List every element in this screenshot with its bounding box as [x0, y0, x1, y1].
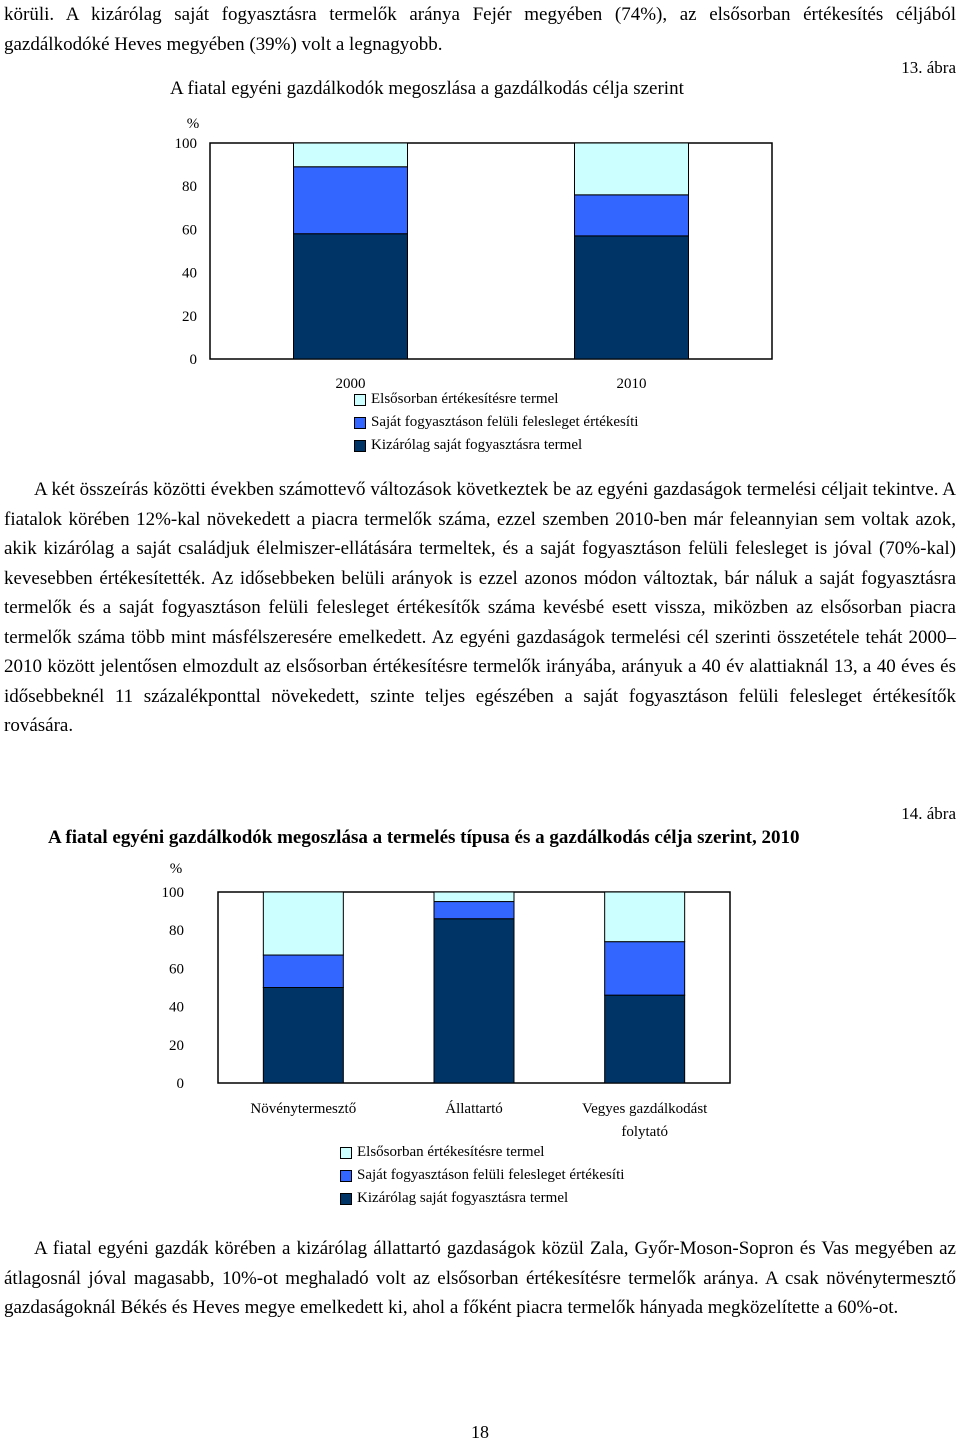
bar-segment — [575, 195, 689, 236]
bar-segment — [263, 955, 343, 987]
category-label: Állattartó — [445, 1101, 503, 1117]
bar-segment — [605, 942, 685, 995]
bar-segment — [434, 892, 514, 902]
middle-paragraph: A két összeírás közötti években számottevő változások következtek be az egyéni gazdaságok termelési céljait tekintve. A fiatalok körében 12%-kal növekedett a piacra termelők száma, ezzel szemben 2010-ben már feleannyian sem voltak azok, akik kizárólag a saját családjuk élelmiszer-ellátására termeltek, és a saját fogyasztáson felüli felesleget is jóval (70%-kal) kevesebben értékesítették. Az idősebbeken belüli arányok is ezzel azonos módon változtak, bár náluk a saját fogyasztásra termelők és a saját fogyasztáson felüli felesleget értékesítők száma kevésbé esett vissza, miközben az elsősorban piacra termelők száma több mint másfélszeresére emelkedett. Az egyéni gazdaságok termelési cél szerinti összetétele tehát 2000–2010 között jelentősen elmozdult az elsősorban értékesítésre termelők irányába, arányuk a 40 év alattiaknál 13, a 40 éves és idősebbeknél 11 százalékponttal növekedett, szinte teljes egészében a saját fogyasztáson felüli felesleget értékesítők rovására. — [4, 479, 956, 736]
legend-swatch — [354, 417, 366, 429]
bar-segment — [263, 988, 343, 1084]
y-tick-label: 0 — [176, 1076, 184, 1092]
bar-segment — [605, 892, 685, 942]
y-tick-label: 80 — [182, 179, 197, 196]
legend-item — [340, 1187, 624, 1210]
figure-14-label: 14. ábra — [901, 804, 956, 823]
category-label: 2000 — [335, 376, 366, 392]
chart-13-title: A fiatal egyéni gazdálkodók megoszlása a gazdálkodás célja szerint — [170, 78, 684, 99]
chart-13-legend — [354, 388, 638, 457]
legend-item — [354, 411, 638, 434]
legend-swatch — [340, 1170, 352, 1182]
bar-segment — [294, 167, 408, 234]
page-number: 18 — [471, 1422, 489, 1442]
chart-13 — [0, 108, 960, 398]
category-label: folytató — [621, 1124, 668, 1140]
y-tick-label: 0 — [189, 352, 197, 368]
y-axis-label: % — [169, 861, 183, 877]
legend-label: Kizárólag saját fogyasztásra termel — [371, 437, 583, 453]
y-tick-label: 20 — [182, 308, 197, 325]
intro-paragraph: körüli. A kizárólag saját fogyasztásra termelők aránya Fejér megyében (74%), az elsősorban értékesítés céljából gazdálkodóké Heves megyében (39%) volt a legnagyobb. — [4, 4, 956, 55]
legend-item — [340, 1164, 624, 1187]
category-label: Vegyes gazdálkodást — [581, 1101, 708, 1117]
y-tick-label: 40 — [169, 999, 184, 1016]
bar-segment — [263, 892, 343, 955]
legend-swatch — [340, 1147, 352, 1159]
figure-13-label: 13. ábra — [901, 58, 956, 77]
chart-14-legend — [340, 1141, 624, 1210]
chart-14 — [0, 855, 960, 1145]
final-paragraph: A fiatal egyéni gazdák körében a kizárólag állattartó gazdaságok közül Zala, Győr-Moson-Sopron és Vas megyében az átlagosnál jóval magasabb, 10%-ot meghaladó volt az elsősorban értékesítésre termelők aránya. A csak növénytermesztő gazdaságoknál Békés és Heves megye emelkedett ki, ahol a főként piacra termelők hányada megközelítette a 60%-ot. — [4, 1238, 956, 1318]
bar-segment — [434, 919, 514, 1083]
bar-segment — [434, 902, 514, 919]
legend-label: Elsősorban értékesítésre termel — [357, 1144, 545, 1160]
bar-segment — [294, 143, 408, 167]
chart-14-title: A fiatal egyéni gazdálkodók megoszlása a termelés típusa és a gazdálkodás célja szerint, 2010 — [48, 827, 800, 848]
bar-segment — [575, 143, 689, 195]
y-tick-label: 40 — [182, 265, 197, 282]
legend-label: Kizárólag saját fogyasztásra termel — [357, 1190, 569, 1206]
legend-swatch — [354, 394, 366, 406]
legend-label: Saját fogyasztáson felüli felesleget értékesíti — [357, 1167, 625, 1183]
legend-label: Saját fogyasztáson felüli felesleget értékesíti — [371, 414, 639, 430]
legend-item — [340, 1141, 624, 1164]
legend-item — [354, 434, 638, 457]
y-tick-label: 100 — [161, 885, 184, 901]
bar-segment — [575, 236, 689, 359]
legend-swatch — [354, 440, 366, 452]
y-axis-label: % — [186, 116, 200, 132]
y-tick-label: 60 — [169, 961, 184, 978]
category-label: 2010 — [616, 376, 647, 392]
y-tick-label: 60 — [182, 222, 197, 239]
y-tick-label: 20 — [169, 1037, 184, 1054]
bar-segment — [605, 995, 685, 1083]
legend-label: Elsősorban értékesítésre termel — [371, 391, 559, 407]
y-tick-label: 80 — [169, 923, 184, 940]
bar-segment — [294, 234, 408, 359]
legend-item — [354, 388, 638, 411]
y-tick-label: 100 — [174, 136, 197, 152]
legend-swatch — [340, 1193, 352, 1205]
category-label: Növénytermesztő — [250, 1101, 357, 1117]
